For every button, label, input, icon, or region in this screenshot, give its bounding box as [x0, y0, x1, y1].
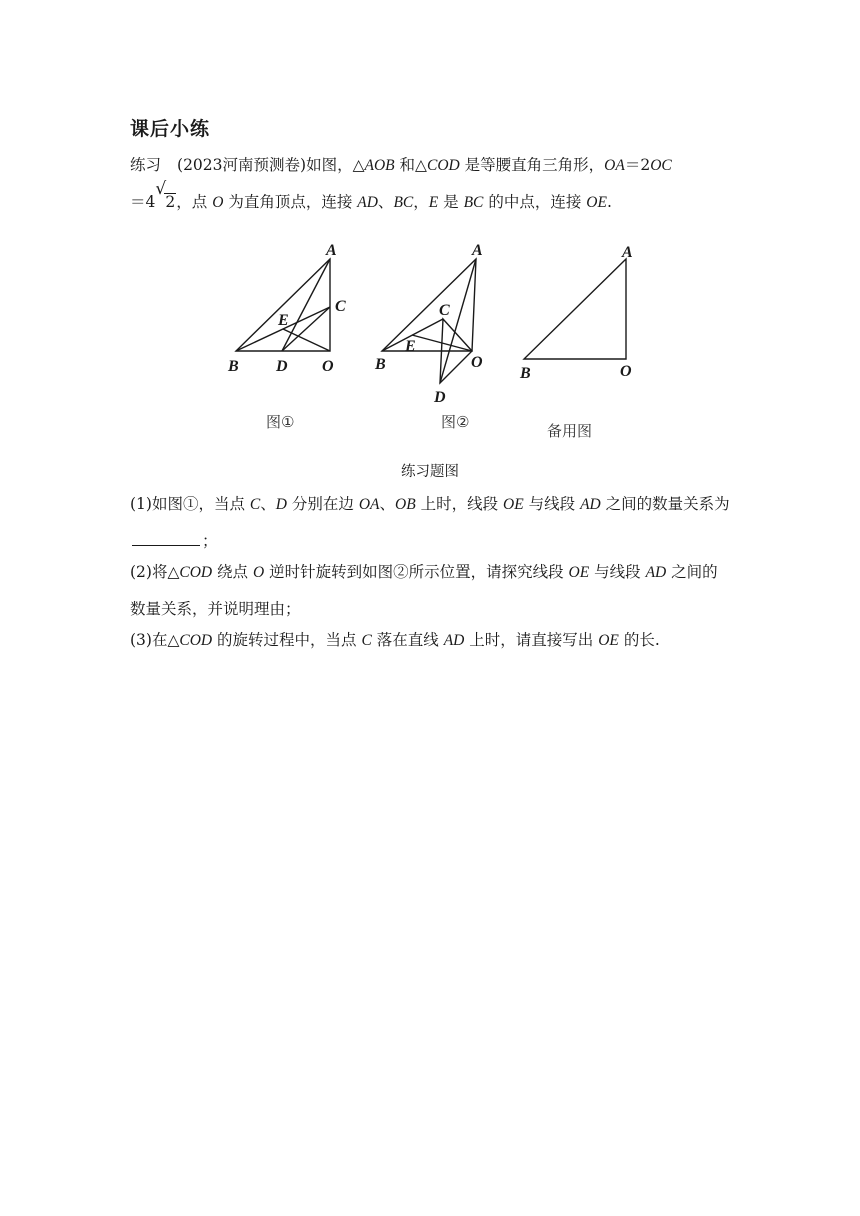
segment-cd-1 [282, 307, 330, 351]
triangle-aob-1 [236, 259, 330, 351]
label-o-3: O [620, 363, 632, 380]
label-c-1: C [335, 298, 346, 315]
label-b-1: B [228, 358, 239, 375]
segment-ad-1 [282, 259, 330, 351]
triangle-aob-2 [382, 259, 476, 351]
answer-blank[interactable] [132, 531, 200, 546]
figure-2 [382, 259, 476, 383]
label-a-1: A [326, 242, 337, 259]
label-d-1: D [276, 358, 288, 375]
label-e-2: E [405, 338, 416, 355]
caption-figure-3: 备用图 [547, 422, 593, 440]
exercise-figure [222, 237, 652, 447]
label-b-3: B [520, 365, 531, 382]
label-o-2: O [471, 354, 483, 371]
caption-figure-2: 图② [441, 413, 470, 431]
label-e-1: E [278, 312, 289, 329]
label-b-2: B [375, 356, 386, 373]
sqrt-expression: √ 2 [155, 179, 176, 211]
exercise-source: (2023河南预测卷) [177, 156, 307, 174]
figure-3 [524, 259, 626, 359]
caption-figure-1: 图① [266, 413, 295, 431]
question-3: (3)在△COD 的旋转过程中，当点 C 落在直线 AD 上时，请直接写出 OE 的长. [130, 631, 660, 649]
question-2: (2)将△COD 绕点 O 逆时针旋转到如图②所示位置，请探究线段 OE 与线段 AD 之间的数量关系，并说明理由； [130, 563, 718, 618]
exercise-intro: 练习 (2023河南预测卷)如图，△AOB 和△COD 是等腰直角三角形，OA＝2OC ＝4 √ 2，点 O 为直角顶点，连接 AD、BC，E 是 BC 的中点，连接 OE. [130, 147, 730, 221]
triangle-aob-3 [524, 259, 626, 359]
segment-oe-1 [283, 329, 330, 351]
label-c-2: C [439, 302, 450, 319]
label-a-2: A [472, 242, 483, 259]
exercise-label: 练习 [130, 156, 162, 174]
geometry-diagrams [222, 237, 652, 447]
figure-caption: 练习题图 [401, 464, 459, 480]
label-a-3: A [622, 244, 633, 261]
label-o-1: O [322, 358, 334, 375]
section-heading: 课后小练 [130, 118, 211, 140]
label-d-2: D [434, 389, 446, 406]
question-1: (1)如图①，当点 C、D 分别在边 OA、OB 上时，线段 OE 与线段 AD 之间的数量关系为； [130, 495, 730, 550]
figure-1 [236, 259, 330, 351]
